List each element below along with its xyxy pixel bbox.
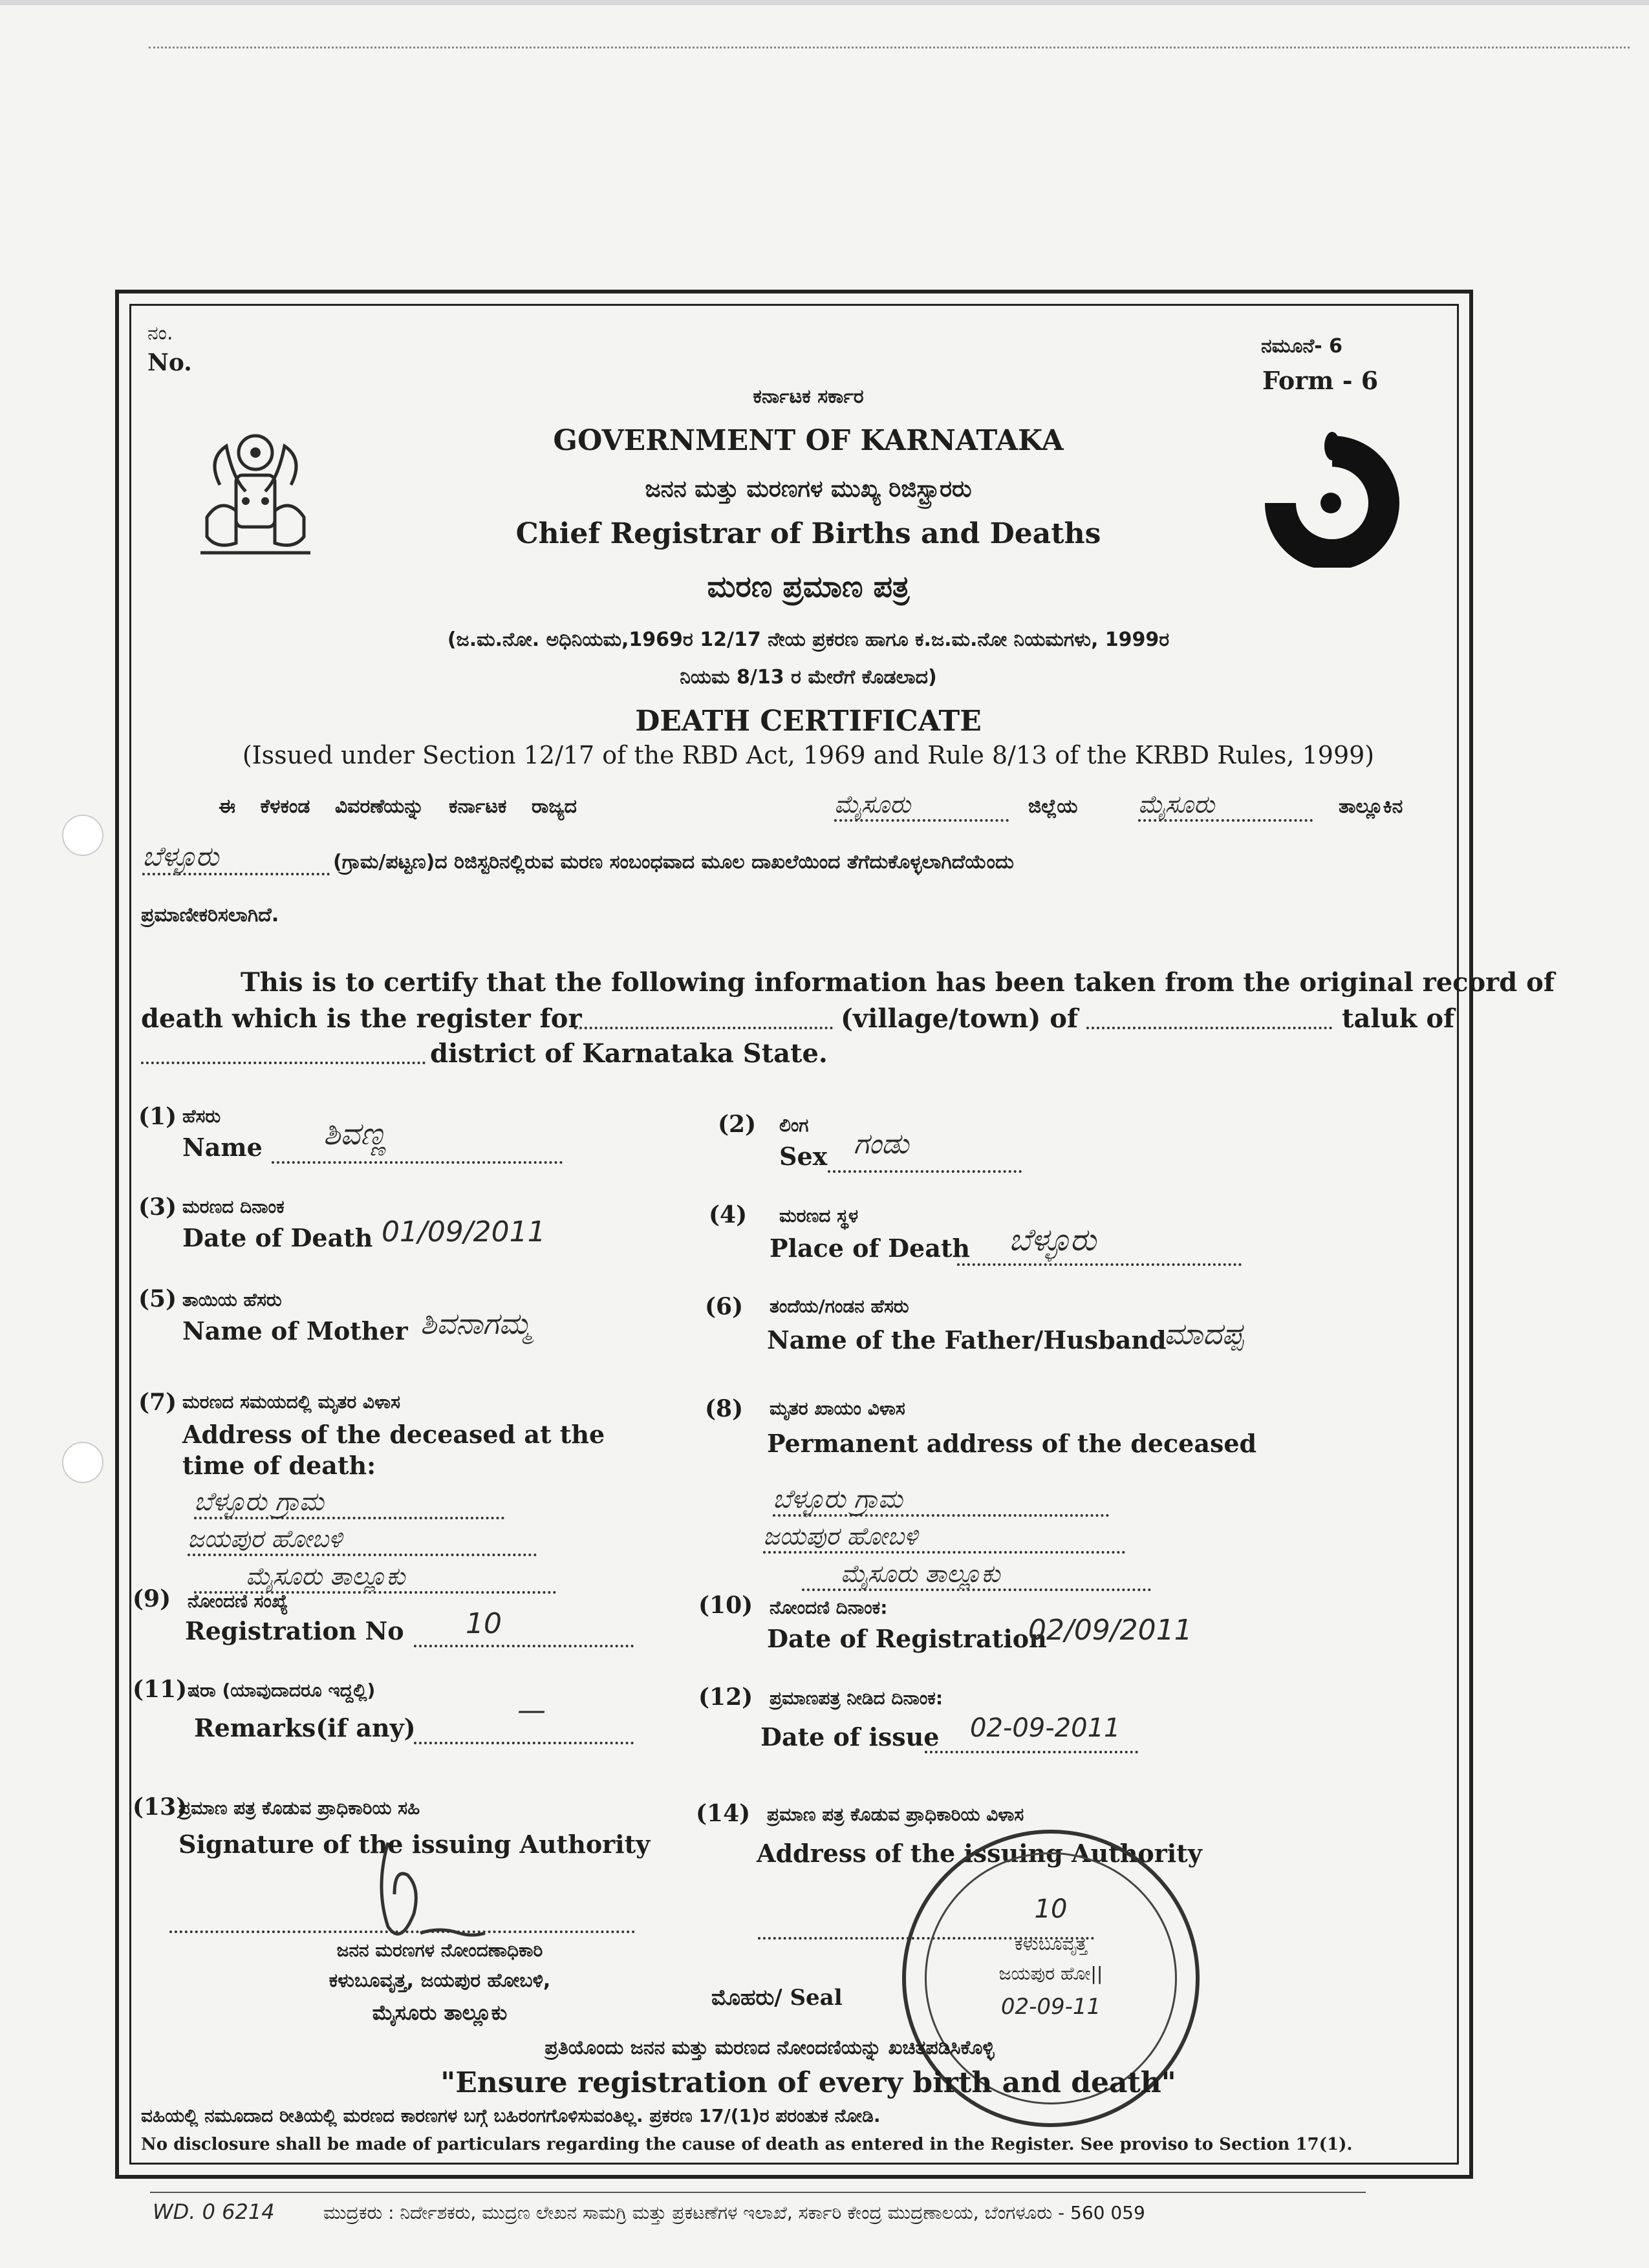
- field-7-address-line-3: ಮೈಸೂರು ತಾಲ್ಲೂಕು: [194, 1562, 556, 1594]
- field-12-dots: [925, 1747, 1138, 1753]
- form-number: Form - 6: [1262, 366, 1379, 395]
- field-7-label-kn: ಮರಣದ ಸಮಯದಲ್ಲಿ ಮೃತರ ವಿಳಾಸ: [182, 1391, 400, 1413]
- field-12-number: (12): [698, 1684, 753, 1711]
- field-4-number: (4): [709, 1201, 748, 1228]
- field-13-number: (13): [133, 1793, 188, 1821]
- field-5-number: (5): [138, 1285, 177, 1312]
- field-9-label-kn: ನೋಂದಣಿ ಸಂಖ್ಯೆ: [188, 1590, 288, 1612]
- karnataka-emblem-icon: [181, 420, 330, 562]
- field-10-label: Date of Registration: [767, 1624, 1047, 1653]
- field-3-number: (3): [138, 1193, 177, 1221]
- field-2-label: Sex: [779, 1142, 828, 1171]
- field-4-dots: [957, 1259, 1242, 1266]
- field-7-address-line-1: ಬೆಳ್ಳೂರು ಗ್ರಾಮ: [194, 1487, 504, 1519]
- certify-en-line2-c: taluk of: [1342, 1003, 1455, 1034]
- certificate-title-kn: ಮರಣ ಪ್ರಮಾಣ ಪತ್ರ: [707, 569, 910, 604]
- top-dotted-line: [149, 47, 1630, 48]
- no-label: No.: [147, 349, 192, 376]
- field-1-label-kn: ಹೆಸರು: [182, 1106, 221, 1127]
- field-11-number: (11): [133, 1676, 188, 1703]
- field-5-value: ಶಿವನಾಗಮ್ಮ: [420, 1306, 532, 1341]
- certify-taluk-blank: [1086, 1020, 1332, 1029]
- disclosure-note-kn: ವಹಿಯಲ್ಲಿ ನಮೂದಾದ ರೀತಿಯಲ್ಲಿ ಮರಣದ ಕಾರಣಗಳ ಬಗ್ಗೆ ಬಹಿರಂಗಗೊಳಿಸುವಂತಿಲ್ಲ. ಪ್ರಕರಣ 17/(1)ರ ಪರಂತುಕ ನೋಡಿ.: [141, 2105, 881, 2126]
- field-9-number: (9): [133, 1585, 171, 1612]
- field-5-label: Name of Mother: [182, 1316, 408, 1345]
- certify-kn-line1-b: ಜಿಲ್ಲೆಯ: [1028, 795, 1078, 818]
- field-7-label-2: time of death:: [182, 1451, 376, 1480]
- certificate-title: DEATH CERTIFICATE: [635, 705, 982, 738]
- printer-line: ಮುದ್ರಕರು : ನಿರ್ದೇಶಕರು, ಮುದ್ರಣ ಲೇಖನ ಸಾಮಗ್ರಿ ಮತ್ತು ಪ್ರಕಟಣೆಗಳ ಇಲಾಖೆ, ಸರ್ಕಾರಿ ಕೇಂದ್ರ ಮುದ್ರಣಾಲಯ, ಬೆಂಗಳೂರು - 560 059: [323, 2202, 1145, 2223]
- field-6-value: ಮಾದಪ್ಪ: [1164, 1316, 1244, 1351]
- field-7-label-1: Address of the deceased at the: [182, 1420, 605, 1449]
- issued-under-en: (Issued under Section 12/17 of the RBD Act, 1969 and Rule 8/13 of the KRBD Rules, 1999): [242, 741, 1375, 769]
- field-13-label: Signature of the issuing Authority: [178, 1830, 651, 1859]
- top-scan-edge: [0, 0, 1649, 5]
- seal-line-1: ಕಳುಬೂವೃತ್ತ: [1014, 1933, 1087, 1954]
- registrar-title-kn: ಜನನ ಮತ್ತು ಮರಣಗಳ ಮುಖ್ಯ ರಿಜಿಸ್ಟ್ರಾರರು: [645, 476, 972, 502]
- registrar-title: Chief Registrar of Births and Deaths: [515, 517, 1101, 550]
- field-6-label: Name of the Father/Husband: [767, 1325, 1167, 1354]
- field-8-label-kn: ಮೃತರ ಖಾಯಂ ವಿಳಾಸ: [770, 1398, 905, 1419]
- field-12-label-kn: ಪ್ರಮಾಣಪತ್ರ ನೀಡಿದ ದಿನಾಂಕ:: [770, 1687, 943, 1709]
- field-5-label-kn: ತಾಯಿಯ ಹೆಸರು: [182, 1289, 282, 1311]
- field-9-label: Registration No: [185, 1616, 404, 1645]
- field-10-label-kn: ನೋಂದಣಿ ದಿನಾಂಕ:: [770, 1597, 888, 1618]
- field-7-address-line-2: ಜಯಪುರ ಹೋಬಳಿ: [188, 1524, 537, 1556]
- punch-hole-top: [62, 815, 103, 856]
- signature-block-line-1: ಜನನ ಮರಣಗಳ ನೋಂದಣಾಧಿಕಾರಿ: [336, 1940, 543, 1961]
- field-2-number: (2): [718, 1111, 757, 1138]
- department-logo-icon: [1255, 432, 1403, 568]
- field-12-value: 02-09-2011: [970, 1713, 1121, 1743]
- field-1-label: Name: [182, 1133, 263, 1162]
- certify-district-value: ಮೈಸೂರು: [834, 790, 1009, 822]
- certify-village-blank: [574, 1020, 833, 1029]
- field-12-label: Date of issue: [760, 1722, 940, 1751]
- seal-date: 02-09-11: [1000, 1994, 1101, 2020]
- no-label-kn: ನಂ.: [147, 322, 173, 345]
- field-8-address-line-2: ಜಯಪುರ ಹೋಬಳಿ: [763, 1522, 1125, 1554]
- field-9-dots: [414, 1641, 634, 1647]
- signature-block-line-3: ಮೈಸೂರು ತಾಲ್ಲೂಕು: [372, 2000, 508, 2025]
- field-1-value: ಶಿವಣ್ಣ: [323, 1116, 387, 1152]
- field-11-label-kn: ಷರಾ (ಯಾವುದಾದರೂ ಇದ್ದಲ್ಲಿ): [188, 1680, 376, 1701]
- field-8-label: Permanent address of the deceased: [767, 1429, 1257, 1458]
- field-11-value: —: [517, 1694, 546, 1727]
- certify-en-line2-b: (village/town) of: [841, 1003, 1079, 1034]
- certify-village-value: ಬೆಳ್ಳೂರು: [142, 840, 330, 875]
- field-4-label-kn: ಮರಣದ ಸ್ಥಳ: [779, 1205, 859, 1226]
- field-2-dots: [828, 1166, 1022, 1173]
- certify-en-line3: district of Karnataka State.: [430, 1038, 828, 1069]
- certify-kn-line3: ಪ್ರಮಾಣೀಕರಿಸಲಾಗಿದೆ.: [141, 904, 279, 926]
- certify-kn-line1-c: ತಾಲ್ಲೂಕಿನ: [1339, 795, 1403, 818]
- issued-under-kn-2: ನಿಯಮ 8/13 ರ ಮೇರೆಗೆ ಕೊಡಲಾದ): [680, 666, 937, 689]
- govt-title-kn: ಕರ್ನಾಟಕ ಸರ್ಕಾರ: [753, 385, 864, 408]
- field-14-label: Address of the issuing Authority: [757, 1839, 1202, 1868]
- field-4-value: ಬೆಳ್ಳೂರು: [1009, 1222, 1097, 1258]
- field-8-address-line-1: ಬೆಳ್ಳೂರು ಗ್ರಾಮ: [773, 1484, 1109, 1517]
- certify-taluk-value: ಮೈಸೂರು: [1138, 790, 1313, 822]
- field-2-value: ಗಂಡು: [854, 1128, 909, 1161]
- slogan-kn: ಪ್ರತಿಯೊಂದು ಜನನ ಮತ್ತು ಮರಣದ ನೋಂದಣಿಯನ್ನು ಖಚಿತಪಡಿಸಿಕೊಳ್ಳಿ: [544, 2037, 995, 2059]
- field-6-label-kn: ತಂದೆಯ/ಗಂಡನ ಹೆಸರು: [770, 1296, 909, 1317]
- field-14-label-kn: ಪ್ರಮಾಣ ಪತ್ರ ಕೊಡುವ ಪ್ರಾಧಿಕಾರಿಯ ವಿಳಾಸ: [767, 1804, 1024, 1825]
- field-3-label: Date of Death: [182, 1223, 373, 1252]
- certify-en-line2-a: death which is the register for: [141, 1003, 582, 1034]
- field-1-dots: [272, 1157, 563, 1164]
- field-1-number: (1): [138, 1103, 177, 1130]
- field-2-label-kn: ಲಿಂಗ: [779, 1115, 809, 1136]
- disclosure-note-en: No disclosure shall be made of particulars regarding the cause of death as entered in the Register. See proviso to Section 17(1).: [141, 2135, 1353, 2154]
- punch-hole-bottom: [62, 1442, 103, 1483]
- field-10-value: 02/09/2011: [1028, 1614, 1192, 1647]
- field-7-number: (7): [138, 1389, 177, 1416]
- field-11-dots: [414, 1738, 634, 1744]
- field-4-label: Place of Death: [770, 1234, 971, 1263]
- field-11-label: Remarks(if any): [194, 1713, 416, 1742]
- field-9-value: 10: [466, 1607, 502, 1640]
- signature-block-line-2: ಕಳುಬೂವೃತ್ತ, ಜಯಪುರ ಹೋಬಳಿ,: [329, 1969, 551, 1992]
- certify-district-blank: [141, 1055, 426, 1064]
- field-6-number: (6): [705, 1293, 744, 1320]
- form-number-kn: ನಮೂನೆ- 6: [1261, 335, 1342, 358]
- issued-under-kn-1: (ಜ.ಮ.ನೋ. ಅಧಿನಿಯಮ,1969ರ 12/17 ನೇಯ ಪ್ರಕರಣ ಹಾಗೂ ಕ.ಜ.ಮ.ನೋ ನಿಯಮಗಳು, 1999ರ: [447, 628, 1170, 651]
- printer-divider: [150, 2192, 1366, 2193]
- field-10-number: (10): [698, 1592, 753, 1619]
- slogan-en: "Ensure registration of every birth and death": [440, 2066, 1176, 2099]
- field-14-number: (14): [696, 1800, 751, 1827]
- field-3-label-kn: ಮರಣದ ದಿನಾಂಕ: [182, 1196, 285, 1217]
- print-reference: WD. 0 6214: [153, 2199, 275, 2224]
- field-8-number: (8): [705, 1395, 744, 1422]
- certify-kn-line2: (ಗ್ರಾಮ/ಪಟ್ಟಣ)ದ ರಿಜಿಸ್ಟರಿನಲ್ಲಿರುವ ಮರಣ ಸಂಬಂಧವಾದ ಮೂಲ ದಾಖಲೆಯಿಂದ ತೆಗೆದುಕೊಳ್ಳಲಾಗಿದೆಯೆಂದು: [333, 851, 1014, 873]
- seal-line-2: ಜಯಪುರ ಹೋ||: [998, 1963, 1103, 1984]
- govt-title: GOVERNMENT OF KARNATAKA: [553, 424, 1064, 457]
- seal-number: 10: [1034, 1894, 1068, 1924]
- field-8-address-line-3: ಮೈಸೂರು ತಾಲ್ಲೂಕು: [802, 1559, 1151, 1591]
- field-13-label-kn: ಪ್ರಮಾಣ ಪತ್ರ ಕೊಡುವ ಪ್ರಾಧಿಕಾರಿಯ ಸಹಿ: [178, 1797, 420, 1819]
- certify-en-line1: This is to certify that the following information has been taken from the original record of: [241, 967, 1555, 998]
- field-3-value: 01/09/2011: [382, 1215, 546, 1248]
- certify-kn-line1-a: ಈ ಕೆಳಕಂಡ ವಿವರಣೆಯನ್ನು ಕರ್ನಾಟಕ ರಾಜ್ಯದ: [219, 795, 577, 818]
- seal-label: ಮೊಹರು/ Seal: [711, 1985, 843, 2011]
